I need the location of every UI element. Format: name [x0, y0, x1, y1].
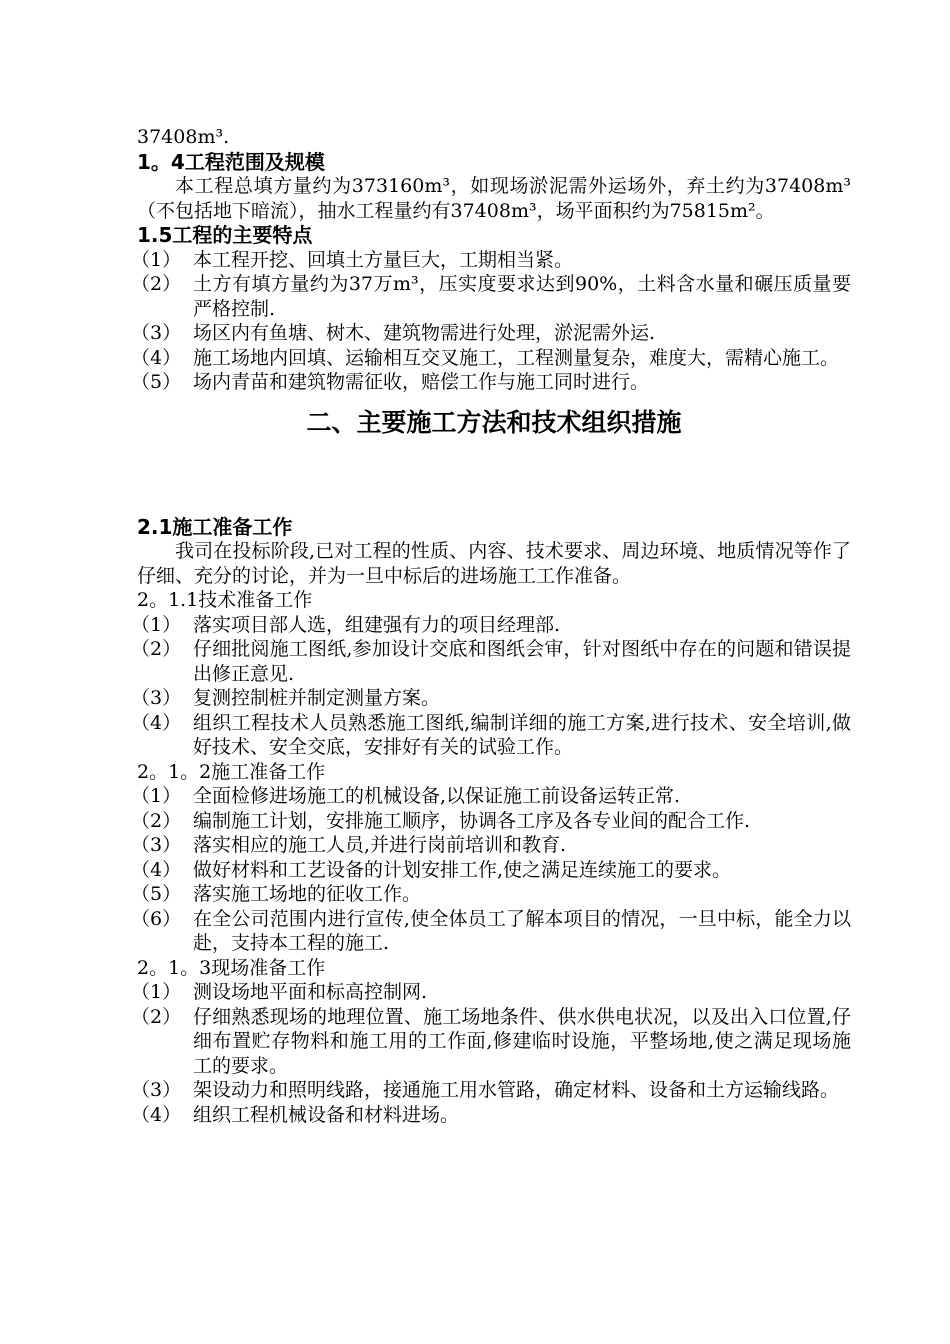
- list-item-text: 场内青苗和建筑物需征收，赔偿工作与施工同时进行。: [193, 371, 650, 393]
- list-item-text: 在全公司范围内进行宣传,使全体员工了解本项目的情况，一旦中标，能全力以赴，支持本工程的施工.: [193, 907, 851, 954]
- section-2-1-1-list: [131, 613, 851, 760]
- list-item-number: （5）: [131, 371, 182, 393]
- continuation-line: 37408m³.: [137, 126, 230, 148]
- list-item: [131, 809, 851, 834]
- list-item-text: 复测控制桩并制定测量方案。: [193, 687, 441, 709]
- section-1-4-heading: 1。4工程范围及规模: [137, 149, 325, 174]
- list-item-number: （1）: [131, 248, 182, 271]
- list-item: [131, 613, 851, 638]
- list-item-text: 做好材料和工艺设备的计划安排工作,使之满足连续施工的要求。: [193, 858, 732, 881]
- list-item-text: 架设动力和照明线路，接通施工用水管路，确定材料、设备和土方运输线路。: [193, 1079, 840, 1101]
- list-item: [131, 784, 851, 809]
- section-2-1-heading: 2.1施工准备工作: [137, 514, 293, 539]
- list-item: [131, 637, 851, 686]
- list-item-text: 组织工程机械设备和材料进场。: [193, 1103, 460, 1126]
- list-item-text: 场区内有鱼塘、树木、建筑物需进行处理，淤泥需外运.: [193, 322, 656, 344]
- list-item-text: 仔细熟悉现场的地理位置、施工场地条件、供水供电状况，以及出入口位置,仔细布置贮存物料和施工用的工作面,修建临时设施，平整场地,使之满足现场施工的要求。: [193, 1005, 851, 1077]
- list-item: [131, 346, 851, 371]
- section-1-5-list: [131, 248, 851, 395]
- list-item-text: 落实相应的施工人员,并进行岗前培训和教育.: [193, 834, 567, 856]
- list-item: [131, 272, 851, 321]
- list-item: [131, 370, 851, 395]
- list-item-number: （4）: [131, 1103, 182, 1126]
- list-item-number: （4）: [131, 711, 182, 734]
- list-item: [131, 248, 851, 273]
- list-item-number: （2）: [131, 638, 182, 660]
- list-item-text: 仔细批阅施工图纸,参加设计交底和图纸会审，针对图纸中存在的问题和错误提出修正意见.: [193, 638, 851, 685]
- list-item: [131, 1103, 851, 1128]
- section-2-1-3-list: [131, 980, 851, 1127]
- list-item-text: 落实项目部人选，组建强有力的项目经理部.: [193, 613, 561, 636]
- list-item-number: （1）: [131, 981, 182, 1003]
- list-item-text: 本工程开挖、回填土方量巨大，工期相当紧。: [193, 248, 574, 271]
- list-item: [131, 321, 851, 346]
- list-item: [131, 833, 851, 858]
- list-item-text: 土方有填方量约为37万m³，压实度要求达到90%，土料含水量和碾压质量要严格控制.: [193, 273, 851, 320]
- list-item-number: （3）: [131, 322, 182, 344]
- list-item-text: 落实施工场地的征收工作。: [193, 883, 422, 905]
- list-item-number: （5）: [131, 883, 182, 905]
- section-2-1-2-heading: 2。1。2施工准备工作: [137, 760, 326, 783]
- list-item: [131, 686, 851, 711]
- section-2-1-1-heading: 2。1.1技术准备工作: [137, 589, 313, 611]
- list-item-number: （1）: [131, 785, 182, 807]
- section-2-1-paragraph: 我司在投标阶段,已对工程的性质、内容、技术要求、周边环境、地质情况等作了仔细、充分的讨论，并为一旦中标后的进场施工工作准备。: [137, 540, 851, 587]
- list-item-number: （6）: [131, 907, 182, 930]
- list-item: [131, 858, 851, 883]
- list-item-number: （2）: [131, 809, 182, 832]
- list-item-number: （3）: [131, 1079, 182, 1101]
- list-item-text: 组织工程技术人员熟悉施工图纸,编制详细的施工方案,进行技术、安全培训,做好技术、安全交底，安排好有关的试验工作。: [193, 711, 851, 758]
- list-item-number: （4）: [131, 346, 182, 369]
- list-item-number: （3）: [131, 834, 182, 856]
- section-2-1-2-list: [131, 784, 851, 956]
- list-item-text: 施工场地内回填、运输相互交叉施工，工程测量复杂，难度大，需精心施工。: [193, 346, 840, 369]
- list-item-text: 测设场地平面和标高控制网.: [193, 981, 428, 1003]
- list-item-text: 编制施工计划，安排施工顺序，协调各工序及各专业间的配合工作.: [193, 809, 751, 832]
- list-item-text: 全面检修进场施工的机械设备,以保证施工前设备运转正常.: [193, 785, 681, 807]
- list-item-number: （2）: [131, 273, 182, 295]
- list-item: [131, 711, 851, 760]
- section-2-1-3-heading: 2。1。3现场准备工作: [137, 956, 326, 979]
- list-item: [131, 1078, 851, 1103]
- list-item: [131, 1005, 851, 1079]
- list-item-number: （2）: [131, 1005, 182, 1028]
- chapter-title: 二、主要施工方法和技术组织措施: [306, 407, 682, 437]
- list-item: [131, 907, 851, 956]
- list-item-number: （4）: [131, 858, 182, 881]
- section-1-5-heading: 1.5工程的主要特点: [137, 223, 313, 247]
- list-item-number: （3）: [131, 687, 182, 709]
- section-1-4-paragraph: 本工程总填方量约为373160m³，如现场淤泥需外运场外，弃土约为37408m³（不包括地下暗流），抽水工程量约有37408m³，场平面积约为75815m²。: [137, 175, 851, 222]
- document-body: [131, 125, 851, 1127]
- list-item: [131, 980, 851, 1005]
- list-item: [131, 882, 851, 907]
- list-item-number: （1）: [131, 613, 182, 636]
